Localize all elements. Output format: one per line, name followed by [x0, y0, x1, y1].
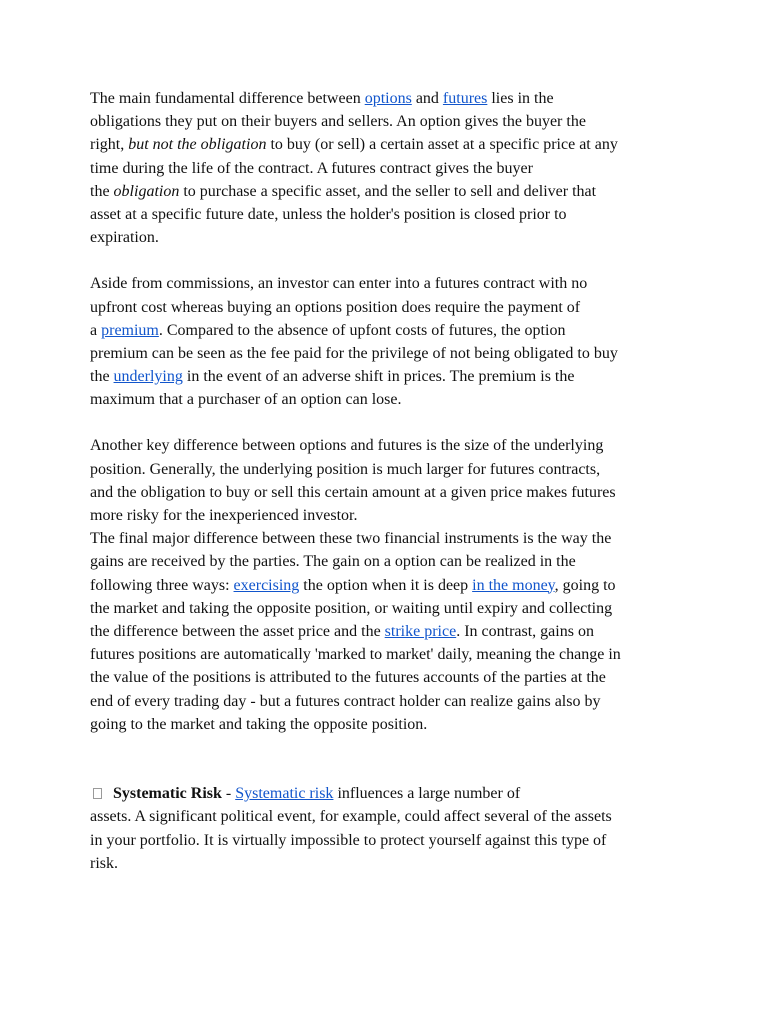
body-text: more risky for the inexperienced investor. — [90, 507, 358, 524]
paragraph-2 — [90, 272, 690, 411]
text-line — [90, 110, 690, 133]
text-line — [90, 574, 690, 597]
body-text: right, — [90, 136, 129, 154]
link-futures[interactable]: futures — [442, 90, 488, 107]
text-line — [90, 365, 690, 388]
body-text: futures positions are automatically 'marked to market' daily, meaning the change in — [90, 646, 621, 664]
body-text: the — [90, 182, 114, 200]
body-text: . Compared to the absence of upfont costs of futures, the option — [158, 321, 566, 339]
link-in-the-money[interactable]: in the money — [472, 576, 555, 594]
body-text: time during the life of the contract. A futures contract gives the buyer — [90, 159, 533, 177]
text-line — [90, 342, 690, 365]
bullet-square-icon — [93, 788, 102, 799]
body-text: lies in the — [487, 90, 554, 107]
body-text: the option when it is deep — [299, 576, 473, 594]
body-text: Another key difference between options and futures is the size of the underlying — [90, 437, 604, 455]
text-line — [90, 133, 690, 156]
paragraph-4 — [90, 527, 690, 736]
body-text: upfront cost whereas buying an options position does require the payment of — [90, 298, 581, 316]
body-text: the difference between the asset price and the — [90, 622, 385, 640]
paragraph-5 — [90, 782, 690, 875]
link-options[interactable]: options — [364, 90, 412, 107]
text-line — [90, 319, 690, 342]
text-line — [90, 643, 690, 666]
body-text: assets. A significant political event, for example, could affect several of the assets — [90, 808, 612, 826]
body-text: position. Generally, the underlying position is much larger for futures contracts, — [90, 460, 601, 478]
body-text: The final major difference between these two financial instruments is the way the — [90, 530, 612, 548]
text-line — [90, 434, 690, 457]
body-text: going to the market and taking the opposite position. — [90, 715, 428, 733]
text-line — [90, 296, 690, 319]
text-line — [90, 620, 690, 643]
text-line — [90, 550, 690, 573]
body-text: asset at a specific future date, unless the holder's position is closed prior to — [90, 205, 567, 223]
text-line — [90, 481, 690, 504]
text-line — [90, 458, 690, 481]
link-premium[interactable]: premium — [101, 321, 159, 339]
link-underlying[interactable]: underlying — [113, 368, 183, 386]
text-line — [90, 713, 690, 736]
body-text: obligations they put on their buyers and sellers. An option gives the buyer the — [90, 113, 586, 131]
body-text: maximum that a purchaser of an option can lose. — [90, 391, 402, 409]
bold-heading-text: Systematic Risk — [113, 785, 222, 803]
body-text: gains are received by the parties. The gain on a option can be realized in the — [90, 553, 576, 571]
body-text: risk. — [90, 854, 118, 872]
paragraph-1 — [90, 87, 690, 249]
body-text: the market and taking the opposite position, or waiting until expiry and collecting — [90, 599, 613, 617]
paragraph-spacer — [90, 249, 690, 272]
italic-text: but not the obligation — [128, 136, 267, 154]
body-text: expiration. — [90, 229, 159, 247]
text-line — [90, 666, 690, 689]
text-line — [90, 690, 690, 713]
paragraph-spacer — [90, 736, 690, 782]
body-text: premium can be seen as the fee paid for the privilege of not being obligated to buy — [90, 344, 618, 362]
text-line — [90, 829, 690, 852]
body-text: in your portfolio. It is virtually impossible to protect yourself against this type of — [90, 831, 607, 849]
text-line — [90, 782, 690, 805]
body-text: following three ways: — [90, 576, 234, 594]
body-text: the — [90, 368, 114, 386]
text-line — [90, 226, 690, 249]
text-line — [90, 852, 690, 875]
link-exercising[interactable]: exercising — [233, 576, 300, 594]
text-line — [90, 388, 690, 411]
body-text: end of every trading day - but a futures contract holder can realize gains also by — [90, 692, 601, 710]
body-text: influences a large number of — [333, 785, 521, 803]
paragraph-3 — [90, 434, 690, 527]
text-line — [90, 157, 690, 180]
text-line — [90, 597, 690, 620]
link-strike-price[interactable]: strike price — [384, 622, 457, 640]
text-line — [90, 527, 690, 550]
paragraph-spacer — [90, 411, 690, 434]
body-text: to buy (or sell) a certain asset at a specific price at any — [266, 136, 618, 154]
text-line — [90, 805, 690, 828]
body-text: to purchase a specific asset, and the seller to sell and deliver that — [179, 182, 597, 200]
text-line — [90, 180, 690, 203]
text-line — [90, 87, 690, 110]
body-text: Aside from commissions, an investor can enter into a futures contract with no — [90, 275, 588, 293]
body-text: , going to — [554, 576, 616, 594]
body-text: and — [411, 90, 443, 107]
body-text: the value of the positions is attributed to the futures accounts of the parties at the — [90, 669, 606, 687]
body-text: The main fundamental difference between — [90, 90, 365, 107]
text-line — [90, 203, 690, 226]
document-page — [90, 87, 690, 875]
body-text: . In contrast, gains on — [456, 622, 594, 640]
body-text: - — [221, 785, 236, 803]
link-systematic-risk[interactable]: Systematic risk — [235, 785, 334, 803]
text-line — [90, 504, 690, 527]
body-text: in the event of an adverse shift in prices. The premium is the — [182, 368, 575, 386]
text-line — [90, 272, 690, 295]
body-text: a — [90, 321, 102, 339]
italic-text: obligation — [113, 182, 180, 200]
body-text: and the obligation to buy or sell this certain amount at a given price makes futures — [90, 483, 616, 501]
